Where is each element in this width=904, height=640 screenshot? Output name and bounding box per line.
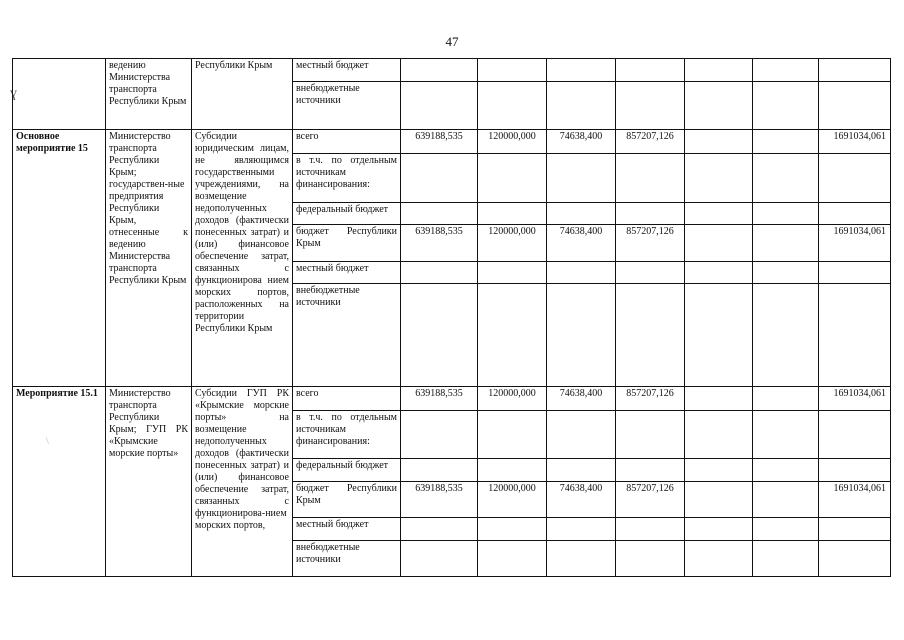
value-cell	[478, 459, 547, 482]
value-cell	[753, 284, 819, 387]
value-cell	[753, 59, 819, 82]
value-cell	[547, 284, 616, 387]
total-cell: 1691034,061	[819, 130, 891, 154]
value-cell	[753, 482, 819, 518]
value-cell	[616, 262, 685, 284]
source-cell: внебюджетные источники	[293, 284, 401, 387]
value-cell: 639188,535	[401, 482, 478, 518]
source-cell: в т.ч. по отдельным источникам финансирования:	[293, 154, 401, 203]
executor-cell: Министерство транспорта Республики Крым; ГУП РК «Крымские морские порты»	[106, 387, 192, 577]
value-cell	[547, 154, 616, 203]
value-cell	[753, 541, 819, 577]
value-cell: 120000,000	[478, 130, 547, 154]
value-cell	[616, 284, 685, 387]
value-cell	[478, 154, 547, 203]
source-cell: местный бюджет	[293, 518, 401, 541]
value-cell: 74638,400	[547, 482, 616, 518]
scan-mark: \	[46, 436, 49, 447]
total-cell	[819, 459, 891, 482]
value-cell	[547, 262, 616, 284]
source-cell: бюджет Республики Крым	[293, 225, 401, 262]
value-cell	[616, 541, 685, 577]
value-cell	[478, 284, 547, 387]
executor-cell: Министерство транспорта Республики Крым; государствен-ные предприятия Республики Крым, отнесенные к ведению Министерства транспорта Республики Крым	[106, 130, 192, 387]
value-cell	[401, 203, 478, 225]
total-cell: 1691034,061	[819, 225, 891, 262]
value-cell: 74638,400	[547, 225, 616, 262]
value-cell	[547, 411, 616, 459]
value-cell	[401, 411, 478, 459]
value-cell	[547, 459, 616, 482]
total-cell	[819, 284, 891, 387]
value-cell: 639188,535	[401, 387, 478, 411]
value-cell: 120000,000	[478, 387, 547, 411]
value-cell	[401, 59, 478, 82]
source-cell: местный бюджет	[293, 59, 401, 82]
value-cell	[616, 154, 685, 203]
value-cell	[753, 387, 819, 411]
budget-table	[12, 58, 891, 577]
value-cell	[616, 411, 685, 459]
value-cell: 74638,400	[547, 387, 616, 411]
source-cell: местный бюджет	[293, 262, 401, 284]
value-cell: 857207,126	[616, 387, 685, 411]
value-cell: 120000,000	[478, 482, 547, 518]
value-cell	[685, 203, 753, 225]
value-cell	[547, 203, 616, 225]
value-cell	[753, 262, 819, 284]
value-cell	[685, 387, 753, 411]
value-cell	[685, 459, 753, 482]
value-cell	[753, 518, 819, 541]
executor-cell: ведению Министерства транспорта Республики Крым	[106, 59, 192, 130]
value-cell	[685, 59, 753, 82]
measure-cell	[13, 59, 106, 130]
description-cell: Субсидии юридическим лицам, не являющимся государственными учреждениями, на возмещение недополученных доходов (фактически понесенных затрат) и (или) финансовое обеспечение затрат, связанных с функционирова нием морских портов, расположенных на территории Республики Крым	[192, 130, 293, 387]
value-cell: 857207,126	[616, 130, 685, 154]
value-cell: 639188,535	[401, 130, 478, 154]
value-cell	[478, 541, 547, 577]
source-cell: внебюджетные источники	[293, 82, 401, 130]
value-cell	[685, 82, 753, 130]
value-cell: 639188,535	[401, 225, 478, 262]
measure-cell: Основное мероприятие 15	[13, 130, 106, 387]
value-cell	[478, 59, 547, 82]
total-cell	[819, 518, 891, 541]
value-cell	[616, 459, 685, 482]
value-cell	[401, 284, 478, 387]
value-cell	[616, 82, 685, 130]
total-cell	[819, 154, 891, 203]
value-cell	[685, 154, 753, 203]
value-cell	[685, 482, 753, 518]
measure-cell: Мероприятие 15.1	[13, 387, 106, 577]
total-cell: 1691034,061	[819, 482, 891, 518]
value-cell	[753, 82, 819, 130]
total-cell	[819, 262, 891, 284]
total-cell	[819, 59, 891, 82]
value-cell	[401, 154, 478, 203]
table-row	[13, 387, 891, 411]
value-cell	[616, 518, 685, 541]
total-cell	[819, 411, 891, 459]
value-cell: 120000,000	[478, 225, 547, 262]
value-cell	[547, 59, 616, 82]
table-row	[13, 130, 891, 154]
value-cell	[478, 82, 547, 130]
value-cell	[753, 459, 819, 482]
total-cell	[819, 82, 891, 130]
description-cell: Субсидии ГУП РК «Крымские морские порты» на возмещение недополученных доходов (фактически понесенных затрат) и (или) финансовое обеспечение затрат, связанных с функционирова-нием морских портов,	[192, 387, 293, 577]
value-cell	[478, 203, 547, 225]
value-cell	[753, 411, 819, 459]
value-cell	[753, 154, 819, 203]
value-cell	[685, 541, 753, 577]
value-cell	[547, 541, 616, 577]
source-cell: бюджет Республики Крым	[293, 482, 401, 518]
value-cell	[478, 411, 547, 459]
value-cell	[685, 518, 753, 541]
value-cell: 857207,126	[616, 482, 685, 518]
page-number: 47	[445, 34, 459, 49]
value-cell	[547, 82, 616, 130]
value-cell	[685, 411, 753, 459]
value-cell	[401, 518, 478, 541]
value-cell	[616, 203, 685, 225]
total-cell	[819, 541, 891, 577]
value-cell	[478, 518, 547, 541]
value-cell	[753, 130, 819, 154]
value-cell	[547, 518, 616, 541]
value-cell	[685, 284, 753, 387]
source-cell: всего	[293, 387, 401, 411]
total-cell	[819, 203, 891, 225]
value-cell	[401, 82, 478, 130]
value-cell	[685, 130, 753, 154]
value-cell	[401, 262, 478, 284]
value-cell	[685, 262, 753, 284]
source-cell: в т.ч. по отдельным источникам финансирования:	[293, 411, 401, 459]
value-cell	[753, 203, 819, 225]
source-cell: федеральный бюджет	[293, 459, 401, 482]
value-cell	[478, 262, 547, 284]
value-cell	[401, 541, 478, 577]
total-cell: 1691034,061	[819, 387, 891, 411]
source-cell: внебюджетные источники	[293, 541, 401, 577]
value-cell	[401, 459, 478, 482]
source-cell: федеральный бюджет	[293, 203, 401, 225]
value-cell	[616, 59, 685, 82]
value-cell	[753, 225, 819, 262]
value-cell: 74638,400	[547, 130, 616, 154]
pen-mark: ɣ	[10, 86, 17, 101]
table-row	[13, 59, 891, 82]
value-cell	[685, 225, 753, 262]
value-cell: 857207,126	[616, 225, 685, 262]
source-cell: всего	[293, 130, 401, 154]
description-cell: Республики Крым	[192, 59, 293, 130]
